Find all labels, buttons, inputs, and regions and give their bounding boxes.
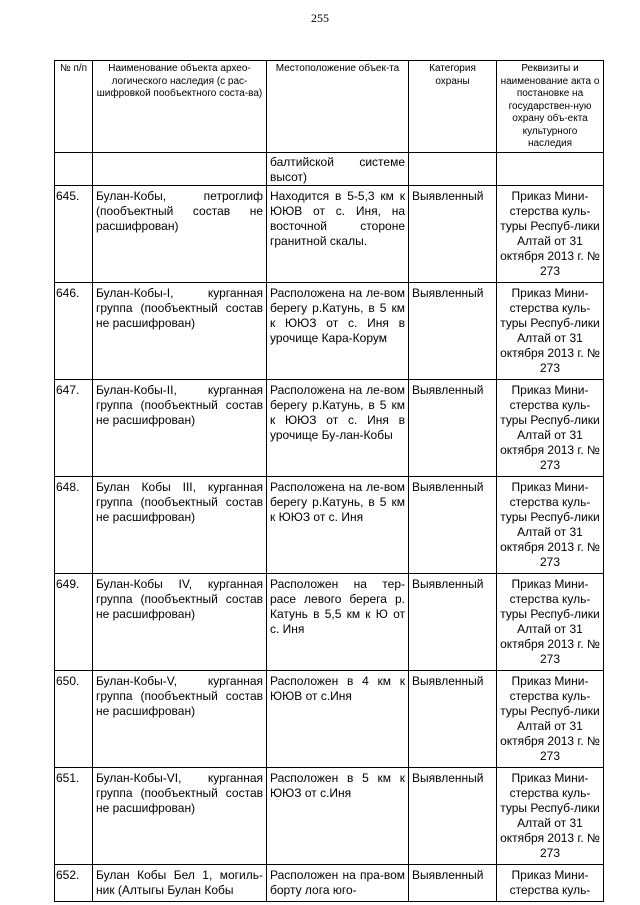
- cell-location: Расположен в 4 км к ЮЮВ от с.Иня: [267, 670, 409, 767]
- cell-num: 648.: [55, 476, 93, 573]
- header-location: Местоположение объек-та: [267, 61, 409, 153]
- cell-num: 647.: [55, 379, 93, 476]
- cell-category: Выявленный: [409, 379, 497, 476]
- cell-requisites: [497, 152, 604, 185]
- cell-location: балтийской системе высот): [267, 152, 409, 185]
- cell-category: Выявленный: [409, 282, 497, 379]
- cell-name: Булан-Кобы-I, курганная группа (пообъектный состав не расшифрован): [93, 282, 267, 379]
- table-row: [55, 379, 604, 476]
- header-num: № п/п: [55, 61, 93, 153]
- cell-requisites: Приказ Мини-стерства куль-туры Респуб-лики Алтай от 31 октября 2013 г. № 273: [497, 670, 604, 767]
- cell-name: Булан Кобы Бел 1, могиль-ник (Алтыгы Булан Кобы: [93, 864, 267, 901]
- cell-requisites: Приказ Мини-стерства куль-туры Респуб-лики Алтай от 31 октября 2013 г. № 273: [497, 282, 604, 379]
- cell-num: 652.: [55, 864, 93, 901]
- heritage-table: [54, 60, 604, 902]
- cell-category: [409, 152, 497, 185]
- header-name: Наименование объекта архео-логического наследия (с рас-шифровкой пообъектного соста-ва): [93, 61, 267, 153]
- cell-requisites: Приказ Мини-стерства куль-туры Респуб-лики Алтай от 31 октября 2013 г. № 273: [497, 767, 604, 864]
- table-row: [55, 573, 604, 670]
- table-row: [55, 185, 604, 282]
- cell-num: 645.: [55, 185, 93, 282]
- cell-name: Булан-Кобы, петроглиф (пообъектный состав не расшифрован): [93, 185, 267, 282]
- cell-num: 650.: [55, 670, 93, 767]
- cell-location: Расположен на тер-расе левого берега р. Катунь в 5,5 км к Ю от с. Иня: [267, 573, 409, 670]
- table-header-row: [55, 61, 604, 153]
- cell-requisites: Приказ Мини-стерства куль-туры Респуб-лики Алтай от 31 октября 2013 г. № 273: [497, 476, 604, 573]
- cell-requisites: Приказ Мини-стерства куль-: [497, 864, 604, 901]
- cell-name: Булан-Кобы-VI, курганная группа (пообъектный состав не расшифрован): [93, 767, 267, 864]
- table-row: [55, 767, 604, 864]
- header-category: Категория охраны: [409, 61, 497, 153]
- page-number: 255: [311, 11, 329, 25]
- cell-name: [93, 152, 267, 185]
- cell-category: Выявленный: [409, 670, 497, 767]
- cell-name: Булан-Кобы-V, курганная группа (пообъектный состав не расшифрован): [93, 670, 267, 767]
- cell-requisites: Приказ Мини-стерства куль-туры Респуб-лики Алтай от 31 октября 2013 г. № 273: [497, 573, 604, 670]
- cell-category: Выявленный: [409, 767, 497, 864]
- cell-location: Расположена на ле-вом берегу р.Катунь, в 5 км к ЮЮЗ от с. Иня в урочище Кара-Корум: [267, 282, 409, 379]
- continuation-row: [55, 152, 604, 185]
- cell-num: 651.: [55, 767, 93, 864]
- cell-location: Находится в 5-5,3 км к ЮЮВ от с. Иня, на восточной стороне гранитной скалы.: [267, 185, 409, 282]
- cell-requisites: Приказ Мини-стерства куль-туры Респуб-лики Алтай от 31 октября 2013 г. № 273: [497, 379, 604, 476]
- table-row: [55, 670, 604, 767]
- cell-num: 646.: [55, 282, 93, 379]
- table-row: [55, 282, 604, 379]
- cell-num: 649.: [55, 573, 93, 670]
- cell-category: Выявленный: [409, 864, 497, 901]
- cell-location: Расположена на ле-вом берегу р.Катунь, в 5 км к ЮЮЗ от с. Иня: [267, 476, 409, 573]
- cell-num: [55, 152, 93, 185]
- cell-name: Булан Кобы III, курганная группа (пообъектный состав не расшифрован): [93, 476, 267, 573]
- table-row: [55, 864, 604, 901]
- cell-requisites: Приказ Мини-стерства куль-туры Респуб-лики Алтай от 31 октября 2013 г. № 273: [497, 185, 604, 282]
- cell-category: Выявленный: [409, 573, 497, 670]
- cell-location: Расположен в 5 км к ЮЮЗ от с.Иня: [267, 767, 409, 864]
- cell-location: Расположен на пра-вом борту лога юго-: [267, 864, 409, 901]
- table-row: [55, 476, 604, 573]
- cell-name: Булан-Кобы-II, курганная группа (пообъектный состав не расшифрован): [93, 379, 267, 476]
- cell-location: Расположена на ле-вом берегу р.Катунь, в 5 км к ЮЮЗ от с. Иня в урочище Бу-лан-Кобы: [267, 379, 409, 476]
- cell-category: Выявленный: [409, 476, 497, 573]
- cell-name: Булан-Кобы IV, курганная группа (пообъектный состав не расшифрован): [93, 573, 267, 670]
- header-requisites: Реквизиты и наименование акта о постановке на государствен-ную охрану объ-екта культурного наследия: [497, 61, 604, 153]
- cell-category: Выявленный: [409, 185, 497, 282]
